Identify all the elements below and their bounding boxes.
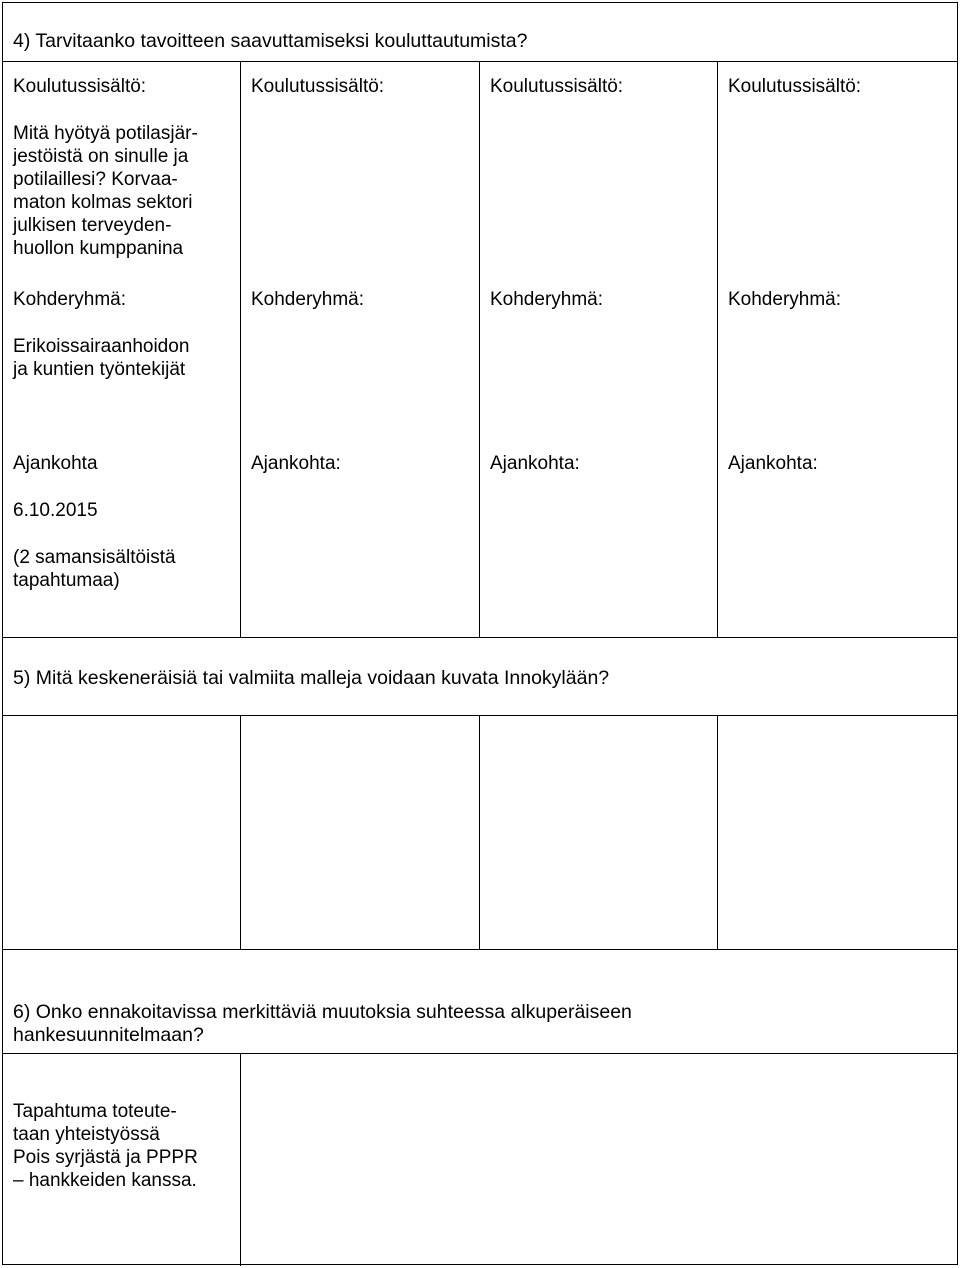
divider-q6-body (2, 1053, 957, 1054)
target-label: Kohderyhmä: (728, 289, 842, 310)
q6-heading (3, 978, 953, 1047)
q5-heading (3, 667, 953, 690)
content-label: Koulutussisältö: (13, 76, 147, 97)
q5-column-divider-3 (717, 715, 718, 950)
column-divider-3 (717, 61, 718, 638)
q5-column-divider-1 (240, 715, 241, 950)
timing-cell-1 (3, 452, 239, 592)
timing-cell-3 (480, 452, 716, 475)
timing-label: Ajankohta: (251, 453, 341, 474)
q6-cell-1 (3, 1077, 239, 1192)
target-cell-3 (480, 288, 716, 311)
content-cell-2 (241, 75, 478, 98)
q6-text: Tapahtuma toteute- taan yhteistyössä Pois syrjästä ja PPPR – hankkeiden kanssa. (13, 1101, 198, 1191)
q6-title: 6) Onko ennakoitavissa merkittäviä muutoksia suhteessa alkuperäiseen hankesuunnitelmaan? (13, 1001, 632, 1046)
target-label: Kohderyhmä: (13, 289, 127, 310)
content-label: Koulutussisältö: (728, 76, 862, 97)
content-cell-1 (3, 75, 239, 260)
timing-note: (2 samansisältöistä tapahtumaa) (13, 547, 176, 591)
content-text: Mitä hyötyä potilasjär- jestöistä on sinulle ja potilaillesi? Korvaa- maton kolmas sektori julkisen terveyden- huollon kumppanina (13, 123, 198, 259)
q4-title: 4) Tarvitaanko tavoitteen saavuttamiseksi kouluttautumista? (13, 30, 528, 52)
target-label: Kohderyhmä: (251, 289, 365, 310)
target-cell-4 (718, 288, 958, 311)
column-divider-1 (240, 61, 241, 638)
timing-label: Ajankohta (13, 453, 98, 474)
timing-label: Ajankohta: (728, 453, 818, 474)
content-label: Koulutussisältö: (490, 76, 624, 97)
q5-column-divider-2 (479, 715, 480, 950)
content-cell-3 (480, 75, 716, 98)
target-cell-2 (241, 288, 478, 311)
target-text: Erikoissairaanhoidon ja kuntien työntekijät (13, 336, 190, 380)
column-divider-2 (479, 61, 480, 638)
q5-title: 5) Mitä keskeneräisiä tai valmiita malleja voidaan kuvata Innokylään? (13, 667, 610, 689)
timing-date: 6.10.2015 (13, 500, 98, 521)
timing-cell-4 (718, 452, 958, 475)
target-cell-1 (3, 288, 239, 381)
content-cell-4 (718, 75, 958, 98)
timing-cell-2 (241, 452, 478, 475)
timing-label: Ajankohta: (490, 453, 580, 474)
content-label: Koulutussisältö: (251, 76, 385, 97)
q4-heading (3, 30, 953, 53)
q6-column-divider (240, 1053, 241, 1266)
target-label: Kohderyhmä: (490, 289, 604, 310)
